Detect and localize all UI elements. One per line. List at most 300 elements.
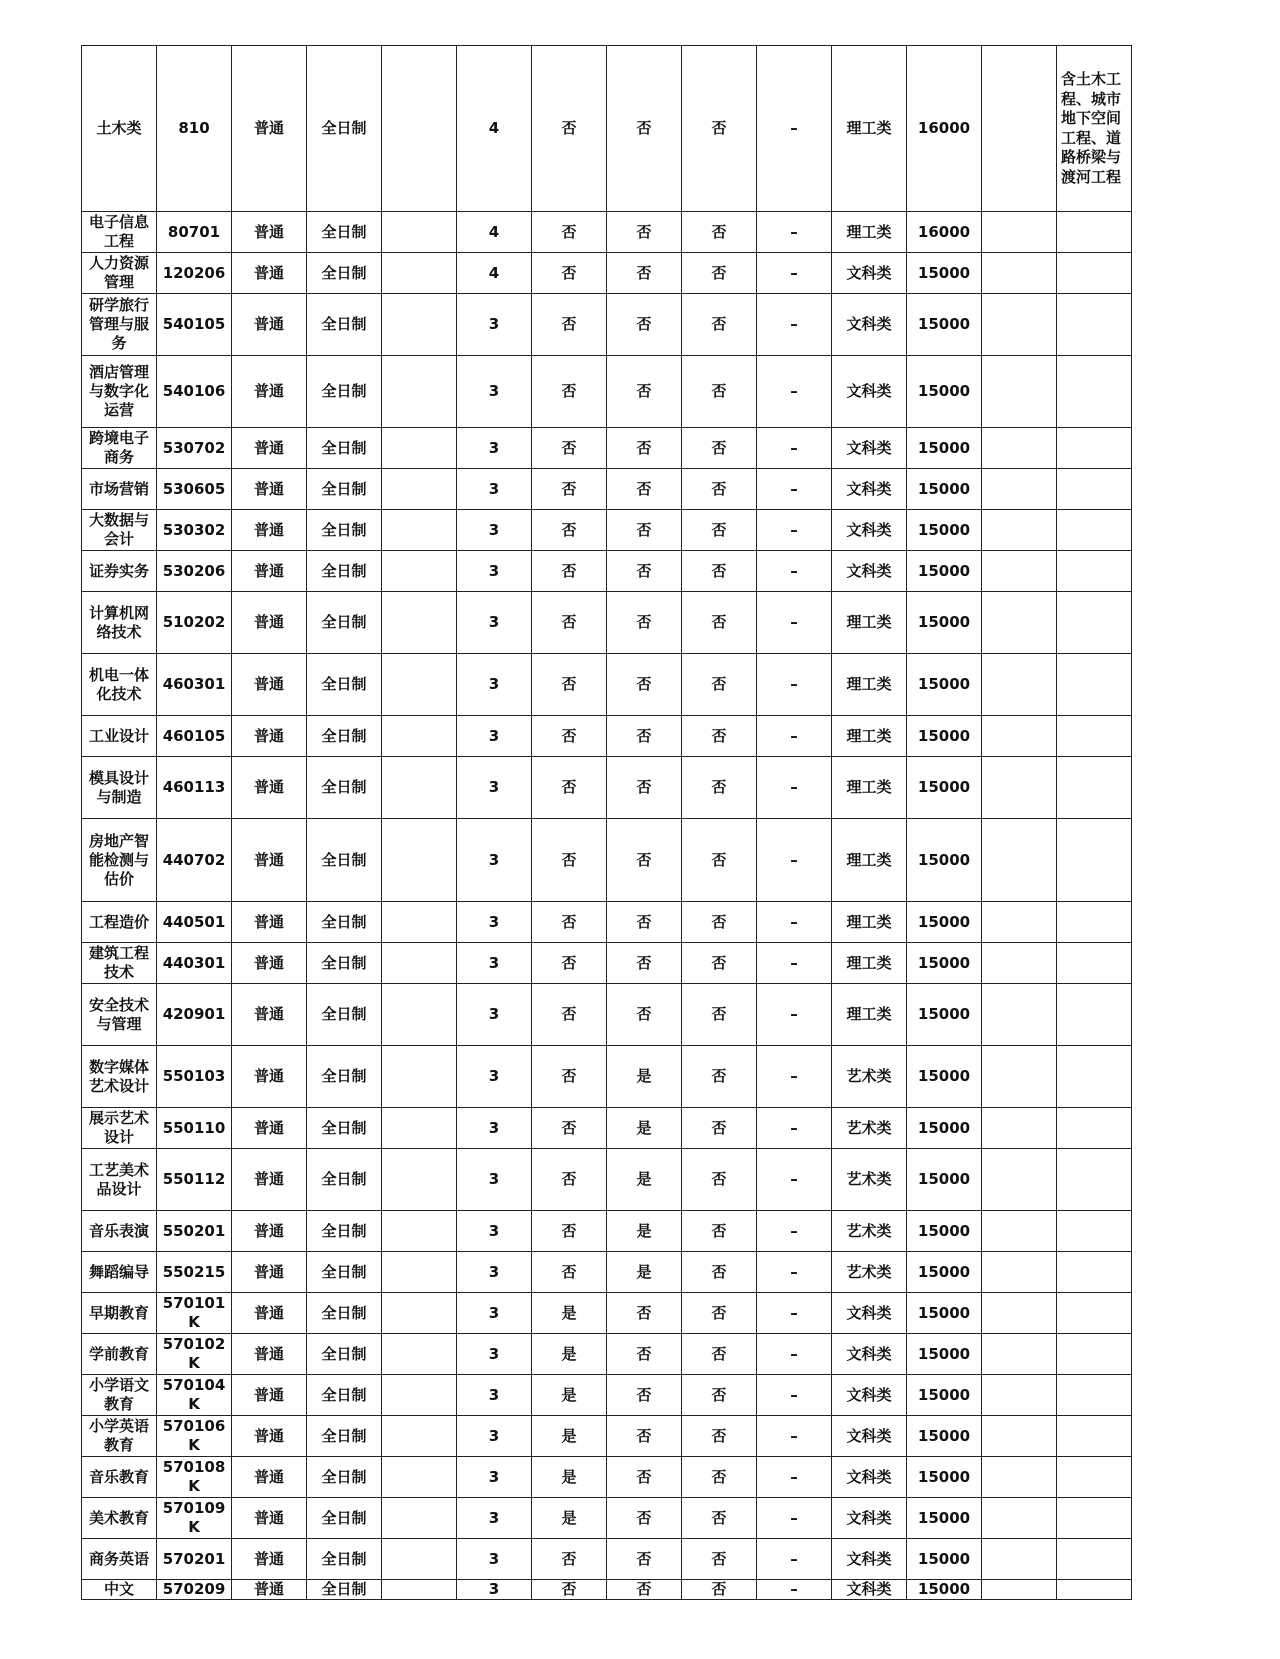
major-code: 570108K (157, 1457, 232, 1498)
note: 含土木工程、城市地下空间工程、道路桥梁与渡河工程 (1057, 46, 1132, 212)
major-code: 80701 (157, 212, 232, 253)
flag-3: 否 (682, 1149, 757, 1211)
major-name: 证券实务 (82, 551, 157, 592)
study-mode: 全日制 (307, 716, 382, 757)
years: 3 (457, 1580, 532, 1600)
note (1057, 943, 1132, 984)
dash: – (757, 1539, 832, 1580)
flag-3: 否 (682, 943, 757, 984)
flag-3: 否 (682, 654, 757, 716)
flag-1: 否 (532, 1108, 607, 1149)
dash: – (757, 212, 832, 253)
dash: – (757, 551, 832, 592)
study-mode: 全日制 (307, 510, 382, 551)
extra-cell (382, 551, 457, 592)
years: 3 (457, 819, 532, 902)
table-row (82, 1293, 1132, 1334)
major-name: 中文 (82, 1580, 157, 1600)
subject-category: 理工类 (832, 46, 907, 212)
tuition-fee: 15000 (907, 469, 982, 510)
level: 普通 (232, 1108, 307, 1149)
major-code: 510202 (157, 592, 232, 654)
flag-2: 否 (607, 212, 682, 253)
note (1057, 1149, 1132, 1211)
dash: – (757, 654, 832, 716)
flag-3: 否 (682, 294, 757, 356)
major-code: 530702 (157, 428, 232, 469)
level: 普通 (232, 1498, 307, 1539)
flag-2: 否 (607, 294, 682, 356)
years: 3 (457, 1416, 532, 1457)
flag-2: 否 (607, 551, 682, 592)
note (1057, 654, 1132, 716)
table-row (82, 469, 1132, 510)
flag-1: 否 (532, 757, 607, 819)
subject-category: 艺术类 (832, 1149, 907, 1211)
study-mode: 全日制 (307, 654, 382, 716)
flag-3: 否 (682, 253, 757, 294)
subject-category: 理工类 (832, 819, 907, 902)
note (1057, 984, 1132, 1046)
tuition-fee: 15000 (907, 716, 982, 757)
subject-category: 艺术类 (832, 1046, 907, 1108)
flag-3: 否 (682, 469, 757, 510)
blank-cell (982, 592, 1057, 654)
study-mode: 全日制 (307, 356, 382, 428)
note (1057, 1498, 1132, 1539)
subject-category: 文科类 (832, 1457, 907, 1498)
table-row (82, 716, 1132, 757)
note (1057, 1334, 1132, 1375)
note (1057, 294, 1132, 356)
flag-2: 否 (607, 716, 682, 757)
dash: – (757, 1211, 832, 1252)
flag-3: 否 (682, 1498, 757, 1539)
tuition-fee: 15000 (907, 943, 982, 984)
years: 3 (457, 592, 532, 654)
flag-2: 否 (607, 654, 682, 716)
extra-cell (382, 356, 457, 428)
level: 普通 (232, 1580, 307, 1600)
flag-1: 否 (532, 1539, 607, 1580)
flag-1: 否 (532, 510, 607, 551)
major-name: 人力资源管理 (82, 253, 157, 294)
flag-2: 否 (607, 1539, 682, 1580)
tuition-fee: 15000 (907, 1416, 982, 1457)
extra-cell (382, 294, 457, 356)
blank-cell (982, 1416, 1057, 1457)
extra-cell (382, 510, 457, 551)
tuition-fee: 15000 (907, 592, 982, 654)
level: 普通 (232, 1416, 307, 1457)
dash: – (757, 716, 832, 757)
level: 普通 (232, 819, 307, 902)
table-row (82, 428, 1132, 469)
major-code: 460113 (157, 757, 232, 819)
major-name: 房地产智能检测与估价 (82, 819, 157, 902)
major-code: 420901 (157, 984, 232, 1046)
study-mode: 全日制 (307, 1046, 382, 1108)
blank-cell (982, 1580, 1057, 1600)
level: 普通 (232, 253, 307, 294)
flag-1: 否 (532, 1046, 607, 1108)
level: 普通 (232, 654, 307, 716)
table-row (82, 551, 1132, 592)
flag-2: 否 (607, 253, 682, 294)
years: 3 (457, 469, 532, 510)
dash: – (757, 469, 832, 510)
level: 普通 (232, 1252, 307, 1293)
note (1057, 716, 1132, 757)
dash: – (757, 294, 832, 356)
flag-1: 否 (532, 984, 607, 1046)
subject-category: 理工类 (832, 654, 907, 716)
flag-2: 是 (607, 1211, 682, 1252)
subject-category: 理工类 (832, 212, 907, 253)
level: 普通 (232, 1375, 307, 1416)
blank-cell (982, 1252, 1057, 1293)
blank-cell (982, 1498, 1057, 1539)
blank-cell (982, 428, 1057, 469)
table-row (82, 46, 1132, 212)
flag-1: 否 (532, 902, 607, 943)
tuition-fee: 15000 (907, 757, 982, 819)
majors-table (81, 45, 1132, 1600)
major-name: 工业设计 (82, 716, 157, 757)
flag-3: 否 (682, 212, 757, 253)
subject-category: 文科类 (832, 356, 907, 428)
flag-1: 否 (532, 1580, 607, 1600)
note (1057, 592, 1132, 654)
extra-cell (382, 212, 457, 253)
years: 3 (457, 1108, 532, 1149)
tuition-fee: 15000 (907, 1211, 982, 1252)
extra-cell (382, 428, 457, 469)
flag-3: 否 (682, 1416, 757, 1457)
table-row (82, 212, 1132, 253)
dash: – (757, 1375, 832, 1416)
flag-2: 否 (607, 356, 682, 428)
note (1057, 551, 1132, 592)
blank-cell (982, 212, 1057, 253)
major-name: 商务英语 (82, 1539, 157, 1580)
flag-2: 否 (607, 984, 682, 1046)
dash: – (757, 1457, 832, 1498)
years: 3 (457, 1334, 532, 1375)
dash: – (757, 1252, 832, 1293)
note (1057, 819, 1132, 902)
blank-cell (982, 654, 1057, 716)
extra-cell (382, 716, 457, 757)
flag-2: 否 (607, 46, 682, 212)
flag-1: 是 (532, 1457, 607, 1498)
years: 3 (457, 1457, 532, 1498)
years: 3 (457, 902, 532, 943)
flag-2: 否 (607, 1334, 682, 1375)
years: 3 (457, 1498, 532, 1539)
study-mode: 全日制 (307, 592, 382, 654)
dash: – (757, 984, 832, 1046)
major-name: 小学语文教育 (82, 1375, 157, 1416)
blank-cell (982, 551, 1057, 592)
study-mode: 全日制 (307, 1293, 382, 1334)
note (1057, 469, 1132, 510)
table-body (82, 46, 1132, 1600)
years: 4 (457, 212, 532, 253)
years: 3 (457, 984, 532, 1046)
major-name: 数字媒体艺术设计 (82, 1046, 157, 1108)
flag-1: 否 (532, 551, 607, 592)
flag-1: 是 (532, 1416, 607, 1457)
tuition-fee: 15000 (907, 1293, 982, 1334)
extra-cell (382, 819, 457, 902)
flag-2: 否 (607, 902, 682, 943)
tuition-fee: 15000 (907, 1334, 982, 1375)
subject-category: 理工类 (832, 716, 907, 757)
major-code: 440301 (157, 943, 232, 984)
major-name: 市场营销 (82, 469, 157, 510)
major-code: 460105 (157, 716, 232, 757)
dash: – (757, 1046, 832, 1108)
flag-3: 否 (682, 551, 757, 592)
tuition-fee: 15000 (907, 902, 982, 943)
blank-cell (982, 253, 1057, 294)
major-code: 570102K (157, 1334, 232, 1375)
blank-cell (982, 1334, 1057, 1375)
flag-3: 否 (682, 1539, 757, 1580)
subject-category: 艺术类 (832, 1211, 907, 1252)
extra-cell (382, 1108, 457, 1149)
subject-category: 艺术类 (832, 1108, 907, 1149)
study-mode: 全日制 (307, 428, 382, 469)
years: 3 (457, 1211, 532, 1252)
extra-cell (382, 1580, 457, 1600)
extra-cell (382, 46, 457, 212)
level: 普通 (232, 469, 307, 510)
dash: – (757, 1293, 832, 1334)
major-name: 安全技术与管理 (82, 984, 157, 1046)
level: 普通 (232, 984, 307, 1046)
major-code: 440702 (157, 819, 232, 902)
subject-category: 文科类 (832, 551, 907, 592)
table-row (82, 510, 1132, 551)
note (1057, 1457, 1132, 1498)
tuition-fee: 15000 (907, 1539, 982, 1580)
tuition-fee: 15000 (907, 1580, 982, 1600)
extra-cell (382, 984, 457, 1046)
flag-1: 否 (532, 428, 607, 469)
tuition-fee: 15000 (907, 1149, 982, 1211)
dash: – (757, 819, 832, 902)
flag-3: 否 (682, 1580, 757, 1600)
flag-3: 否 (682, 510, 757, 551)
years: 3 (457, 294, 532, 356)
years: 3 (457, 757, 532, 819)
note (1057, 253, 1132, 294)
flag-1: 是 (532, 1293, 607, 1334)
blank-cell (982, 1046, 1057, 1108)
tuition-fee: 15000 (907, 984, 982, 1046)
flag-1: 否 (532, 592, 607, 654)
study-mode: 全日制 (307, 943, 382, 984)
flag-2: 否 (607, 428, 682, 469)
level: 普通 (232, 943, 307, 984)
major-name: 计算机网络技术 (82, 592, 157, 654)
level: 普通 (232, 592, 307, 654)
years: 3 (457, 356, 532, 428)
study-mode: 全日制 (307, 1498, 382, 1539)
flag-1: 是 (532, 1334, 607, 1375)
level: 普通 (232, 356, 307, 428)
flag-2: 是 (607, 1252, 682, 1293)
flag-2: 是 (607, 1046, 682, 1108)
flag-3: 否 (682, 428, 757, 469)
note (1057, 1046, 1132, 1108)
major-name: 音乐教育 (82, 1457, 157, 1498)
table-row (82, 1108, 1132, 1149)
study-mode: 全日制 (307, 469, 382, 510)
major-code: 540106 (157, 356, 232, 428)
level: 普通 (232, 1149, 307, 1211)
major-code: 530605 (157, 469, 232, 510)
major-name: 电子信息工程 (82, 212, 157, 253)
table-row (82, 1580, 1132, 1600)
major-code: 550110 (157, 1108, 232, 1149)
years: 4 (457, 253, 532, 294)
extra-cell (382, 757, 457, 819)
table-row (82, 1252, 1132, 1293)
blank-cell (982, 1457, 1057, 1498)
tuition-fee: 15000 (907, 1498, 982, 1539)
blank-cell (982, 1293, 1057, 1334)
subject-category: 文科类 (832, 1375, 907, 1416)
years: 3 (457, 1539, 532, 1580)
extra-cell (382, 1046, 457, 1108)
dash: – (757, 253, 832, 294)
subject-category: 文科类 (832, 1498, 907, 1539)
major-code: 570201 (157, 1539, 232, 1580)
years: 4 (457, 46, 532, 212)
major-name: 早期教育 (82, 1293, 157, 1334)
study-mode: 全日制 (307, 1149, 382, 1211)
note (1057, 212, 1132, 253)
major-code: 440501 (157, 902, 232, 943)
subject-category: 文科类 (832, 1334, 907, 1375)
tuition-fee: 15000 (907, 294, 982, 356)
major-name: 土木类 (82, 46, 157, 212)
flag-2: 否 (607, 1375, 682, 1416)
level: 普通 (232, 1539, 307, 1580)
flag-1: 否 (532, 46, 607, 212)
level: 普通 (232, 1457, 307, 1498)
extra-cell (382, 469, 457, 510)
table-row (82, 356, 1132, 428)
level: 普通 (232, 428, 307, 469)
flag-3: 否 (682, 1457, 757, 1498)
extra-cell (382, 1457, 457, 1498)
flag-1: 否 (532, 716, 607, 757)
dash: – (757, 757, 832, 819)
table-row (82, 1046, 1132, 1108)
level: 普通 (232, 1334, 307, 1375)
note (1057, 1539, 1132, 1580)
tuition-fee: 16000 (907, 46, 982, 212)
flag-3: 否 (682, 592, 757, 654)
level: 普通 (232, 510, 307, 551)
study-mode: 全日制 (307, 1416, 382, 1457)
study-mode: 全日制 (307, 1108, 382, 1149)
flag-2: 否 (607, 1293, 682, 1334)
flag-1: 否 (532, 654, 607, 716)
level: 普通 (232, 212, 307, 253)
note (1057, 757, 1132, 819)
major-name: 模具设计与制造 (82, 757, 157, 819)
note (1057, 1416, 1132, 1457)
major-code: 460301 (157, 654, 232, 716)
flag-3: 否 (682, 356, 757, 428)
tuition-fee: 15000 (907, 1108, 982, 1149)
dash: – (757, 428, 832, 469)
major-code: 540105 (157, 294, 232, 356)
level: 普通 (232, 757, 307, 819)
subject-category: 文科类 (832, 428, 907, 469)
major-name: 跨境电子商务 (82, 428, 157, 469)
flag-2: 否 (607, 1416, 682, 1457)
study-mode: 全日制 (307, 1334, 382, 1375)
extra-cell (382, 1539, 457, 1580)
note (1057, 510, 1132, 551)
note (1057, 1252, 1132, 1293)
study-mode: 全日制 (307, 1211, 382, 1252)
major-code: 570101K (157, 1293, 232, 1334)
study-mode: 全日制 (307, 1539, 382, 1580)
blank-cell (982, 716, 1057, 757)
major-code: 570104K (157, 1375, 232, 1416)
study-mode: 全日制 (307, 1457, 382, 1498)
level: 普通 (232, 1293, 307, 1334)
extra-cell (382, 1334, 457, 1375)
flag-1: 否 (532, 943, 607, 984)
flag-2: 否 (607, 469, 682, 510)
flag-3: 否 (682, 1375, 757, 1416)
study-mode: 全日制 (307, 1580, 382, 1600)
study-mode: 全日制 (307, 253, 382, 294)
tuition-fee: 15000 (907, 253, 982, 294)
flag-2: 否 (607, 943, 682, 984)
major-name: 展示艺术设计 (82, 1108, 157, 1149)
extra-cell (382, 1293, 457, 1334)
blank-cell (982, 469, 1057, 510)
tuition-fee: 15000 (907, 356, 982, 428)
note (1057, 1293, 1132, 1334)
dash: – (757, 1108, 832, 1149)
flag-2: 否 (607, 1498, 682, 1539)
subject-category: 文科类 (832, 1293, 907, 1334)
subject-category: 文科类 (832, 294, 907, 356)
major-code: 120206 (157, 253, 232, 294)
dash: – (757, 46, 832, 212)
flag-1: 否 (532, 212, 607, 253)
tuition-fee: 15000 (907, 551, 982, 592)
flag-2: 否 (607, 757, 682, 819)
table-row (82, 902, 1132, 943)
blank-cell (982, 1211, 1057, 1252)
flag-2: 否 (607, 592, 682, 654)
blank-cell (982, 1149, 1057, 1211)
major-name: 小学英语教育 (82, 1416, 157, 1457)
blank-cell (982, 356, 1057, 428)
flag-1: 是 (532, 1375, 607, 1416)
